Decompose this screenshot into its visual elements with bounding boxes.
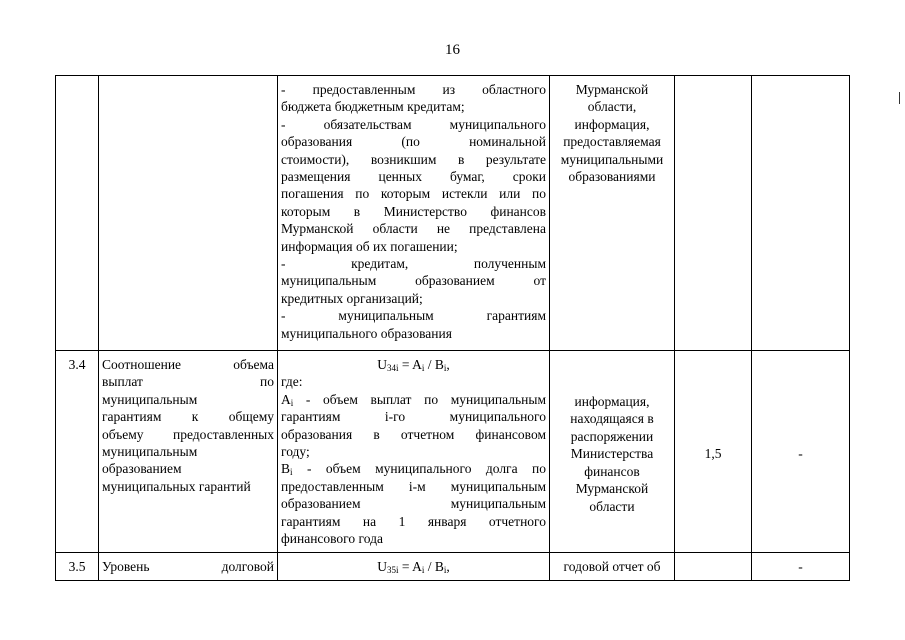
desc-line: - кредитам, полученным — [281, 256, 546, 272]
cell-formula — [278, 553, 550, 581]
desc-line: бюджета бюджетным кредитам; — [281, 99, 465, 115]
cell-name — [99, 76, 278, 351]
desc-line: - предоставленным из областного — [281, 82, 546, 97]
desc-line: муниципального образования — [281, 325, 452, 341]
desc-line: кредитных организаций; — [281, 290, 423, 306]
source-line: области, — [587, 99, 637, 115]
table-row-continuation — [56, 76, 850, 351]
desc-line: Мурманской области не представлена — [281, 221, 546, 237]
cell-name — [99, 351, 278, 553]
desc-line: которым в Министерство финансов — [281, 203, 546, 219]
desc-line: гарантиям на 1 января отчетного — [281, 513, 546, 529]
cell-formula — [278, 351, 550, 553]
source-line: информация, — [574, 116, 650, 132]
source-line: Министерства — [570, 446, 654, 462]
page-number: 16 — [445, 42, 460, 58]
formula: $U_{34i} = A_i / B_i$, — [377, 357, 450, 373]
desc-line: образования в отчетном финансовом — [281, 426, 546, 442]
formula: $U_{35i} = A_i / B_i$, — [377, 559, 450, 575]
desc-line: году; — [281, 444, 310, 460]
source-line: распоряжении — [570, 428, 654, 444]
where-label: где: — [281, 374, 303, 390]
desc-line: образованием муниципальным — [281, 496, 546, 512]
cell-note: - — [752, 351, 850, 553]
desc-line: гарантиям i-го муниципального — [281, 409, 546, 425]
desc-line: предоставленным i-м муниципальным — [281, 478, 546, 494]
cell-number: 3.4 — [56, 351, 99, 553]
cell-number — [56, 76, 99, 351]
name-line: муниципальным — [102, 444, 198, 460]
table-row-3-5 — [56, 553, 850, 581]
source-line: муниципальными — [560, 151, 664, 167]
cell-name — [99, 553, 278, 581]
indicator-table — [55, 75, 850, 581]
desc-line: $B_i$ - объем муниципального долга по — [281, 461, 546, 478]
source-line: области — [589, 498, 635, 514]
cell-weight — [675, 76, 752, 351]
name-line: выплат по — [102, 374, 274, 390]
cell-weight — [675, 553, 752, 581]
name-line: гарантиям к общему — [102, 409, 274, 425]
name-line: образованием — [102, 461, 182, 477]
source-line: информация, — [574, 394, 650, 410]
desc-line: размещения ценных бумаг, сроки — [281, 169, 546, 185]
cell-note — [752, 76, 850, 351]
desc-line: финансового года — [281, 531, 383, 547]
name-line: муниципальным — [102, 391, 198, 407]
cell-note: - — [752, 553, 850, 581]
name-line: объему предоставленных — [102, 426, 274, 442]
source-line: финансов — [584, 463, 640, 479]
desc-line: муниципальным образованием от — [281, 273, 546, 289]
name-line: Соотношение объема — [102, 357, 274, 372]
cell-source — [550, 351, 675, 553]
desc-line: - муниципальным гарантиям — [281, 308, 546, 324]
source-line: Мурманской — [575, 82, 649, 97]
cell-description — [278, 76, 550, 351]
margin-mark — [899, 92, 900, 104]
source-line: Мурманской — [575, 481, 649, 497]
source-line: образованиями — [568, 169, 656, 185]
desc-line: образования (по номинальной — [281, 134, 546, 150]
desc-line: - обязательствам муниципального — [281, 116, 546, 132]
cell-source — [550, 76, 675, 351]
cell-weight: 1,5 — [675, 351, 752, 553]
desc-line: $A_i$ - объем выплат по муниципальным — [281, 391, 546, 408]
desc-line: стоимости), возникшим в результате — [281, 151, 546, 167]
cell-number: 3.5 — [56, 553, 99, 581]
source-line: предоставляемая — [563, 134, 661, 150]
name-line: Уровень долговой — [102, 559, 274, 574]
cell-source: годовой отчет об — [550, 553, 675, 581]
desc-line: погашения по которым истекли или по — [281, 186, 546, 202]
source-line: находящаяся в — [570, 411, 654, 427]
name-line: муниципальных гарантий — [102, 478, 251, 494]
desc-line: информация об их погашении; — [281, 238, 458, 254]
table-row-3-4 — [56, 351, 850, 553]
